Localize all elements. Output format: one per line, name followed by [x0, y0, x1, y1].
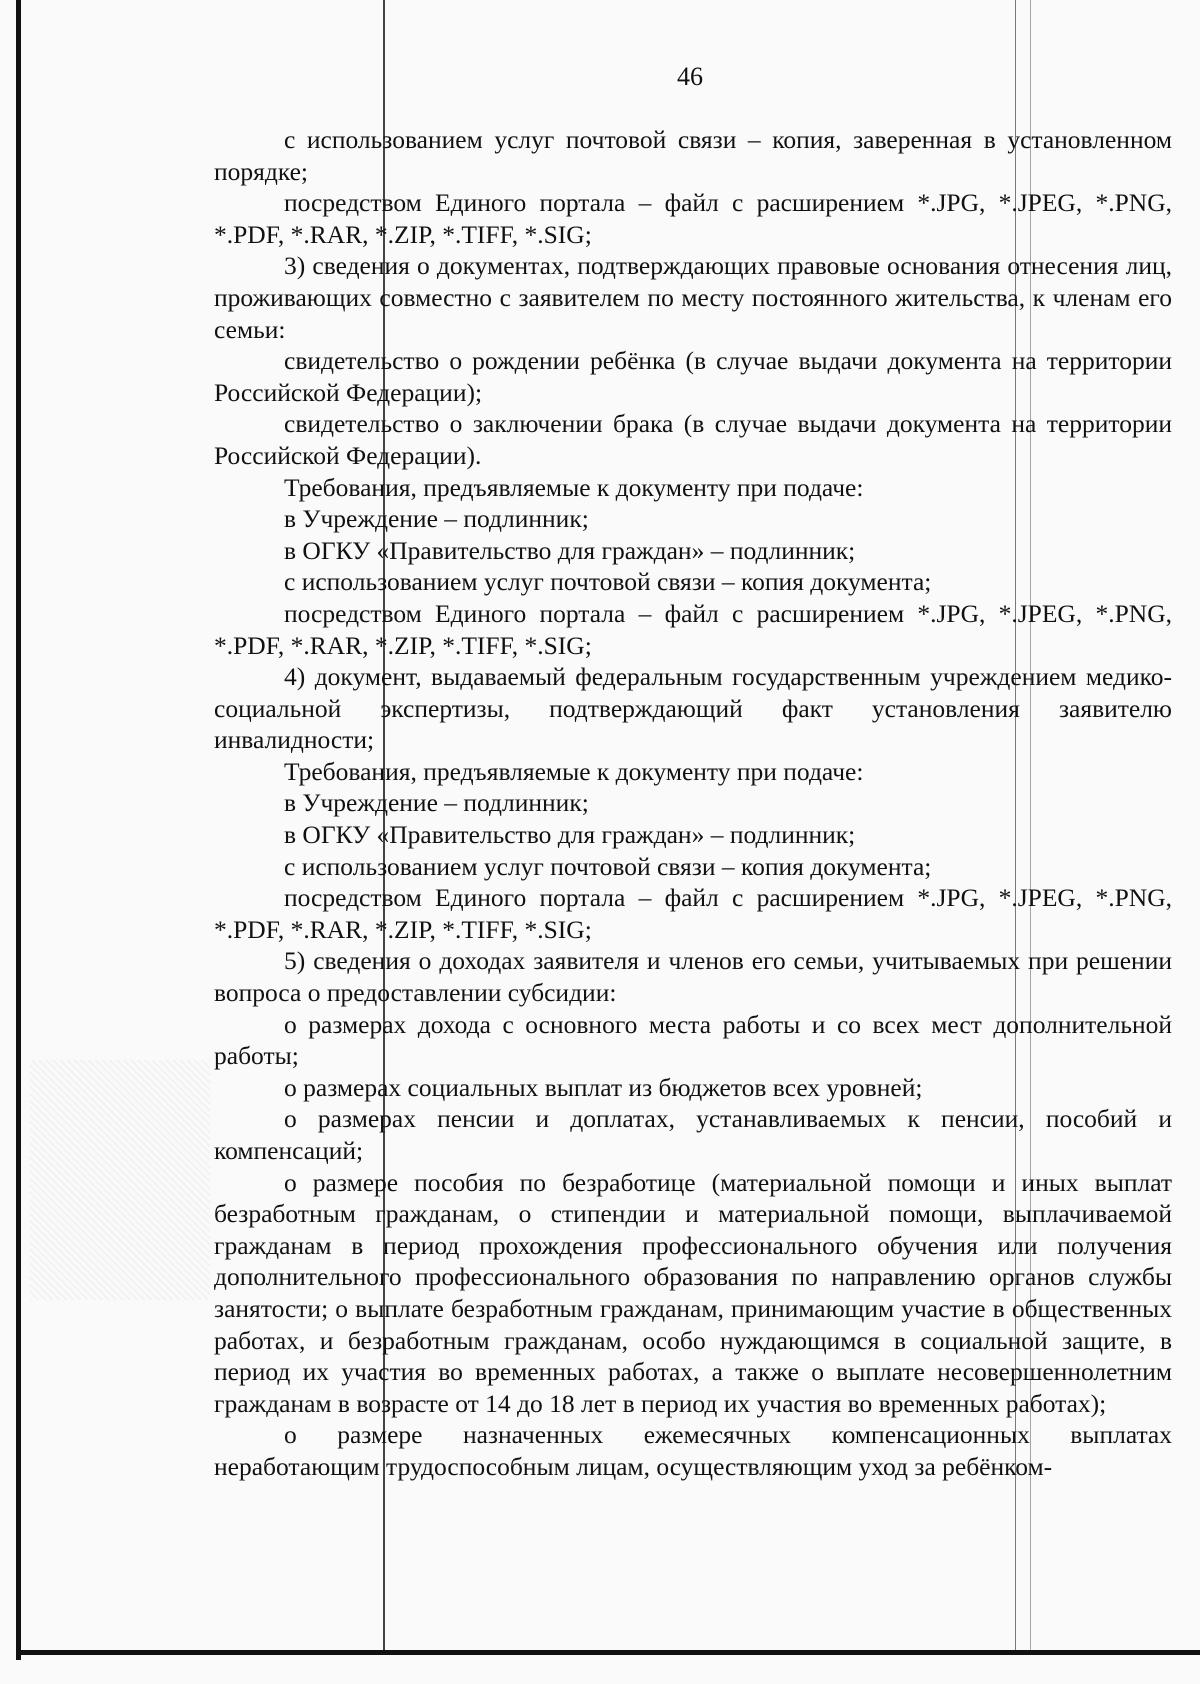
paragraph: с использованием услуг почтовой связи – копия документа;: [284, 851, 932, 881]
paragraph: о размере назначенных ежемесячных компенсационных выплатах неработающим трудоспособным лицам, осуществляющим уход за ребёнком-: [214, 1420, 1172, 1481]
paragraph: о размерах пенсии и доплатах, устанавливаемых к пенсии, пособий и компенсаций;: [214, 1104, 1172, 1165]
paragraph: 3) сведения о документах, подтверждающих правовые основания отнесения лиц, проживающих совместно с заявителем по месту постоянного жительства, к членам его семьи:: [214, 251, 1172, 344]
paragraph: о размере пособия по безработице (материальной помощи и иных выплат безработным гражданам, о стипендии и материальной помощи, выплачиваемой гражданам в период прохождения профессионального обучения или получения дополнительного профессионального образования по направлению органов службы занятости; о выплате безработным гражданам, принимающим участие в общественных работах, и безработным гражданам, особо нуждающимся в социальной защите, в период их участия во временных работах, а также о выплате несовершеннолетним гражданам в возрасте от 14 до 18 лет в период их участия во временных работах);: [214, 1167, 1172, 1418]
paragraph: посредством Единого портала – файл с расширением *.JPG, *.JPEG, *.PNG, *.PDF, *.RAR, *.ZIP, *.TIFF, *.SIG;: [214, 188, 1172, 249]
paragraph: с использованием услуг почтовой связи – копия, заверенная в установленном порядке;: [214, 125, 1172, 186]
paragraph: свидетельство о заключении брака (в случае выдачи документа на территории Российской Федерации).: [214, 409, 1172, 470]
paragraph: посредством Единого портала – файл с расширением *.JPG, *.JPEG, *.PNG, *.PDF, *.RAR, *.ZIP, *.TIFF, *.SIG;: [214, 598, 1172, 660]
scan-edge-left: [16, 0, 21, 1660]
paragraph: Требования, предъявляемые к документу при подаче:: [284, 472, 864, 502]
paragraph: в Учреждение – подлинник;: [284, 504, 589, 534]
paragraph: Требования, предъявляемые к документу при подаче:: [284, 756, 864, 786]
scan-noise: [30, 1060, 210, 1300]
paragraph: 4) документ, выдаваемый федеральным государственным учреждением медико-социальной экспертизы, подтверждающий факт установления заявителю инвалидности;: [214, 662, 1172, 755]
scan-edge-bottom: [20, 1650, 1200, 1655]
paragraph: в Учреждение – подлинник;: [284, 788, 589, 818]
page-number: 46: [677, 62, 703, 91]
paragraph: в ОГКУ «Правительство для граждан» – подлинник;: [284, 820, 856, 850]
paragraph: посредством Единого портала – файл с расширением *.JPG, *.JPEG, *.PNG, *.PDF, *.RAR, *.ZIP, *.TIFF, *.SIG;: [214, 883, 1172, 944]
paragraph: о размерах социальных выплат из бюджетов всех уровней;: [284, 1072, 923, 1102]
paragraph: 5) сведения о доходах заявителя и членов его семьи, учитываемых при решении вопроса о предоставлении субсидии:: [214, 946, 1172, 1008]
document-body: [214, 124, 1172, 1483]
paragraph: о размерах дохода с основного места работы и со всех мест дополнительной работы;: [214, 1009, 1172, 1071]
paragraph: свидетельство о рождении ребёнка (в случае выдачи документа на территории Российской Федерации);: [214, 346, 1172, 407]
paragraph: в ОГКУ «Правительство для граждан» – подлинник;: [284, 535, 856, 565]
paragraph: с использованием услуг почтовой связи – копия документа;: [284, 567, 932, 597]
